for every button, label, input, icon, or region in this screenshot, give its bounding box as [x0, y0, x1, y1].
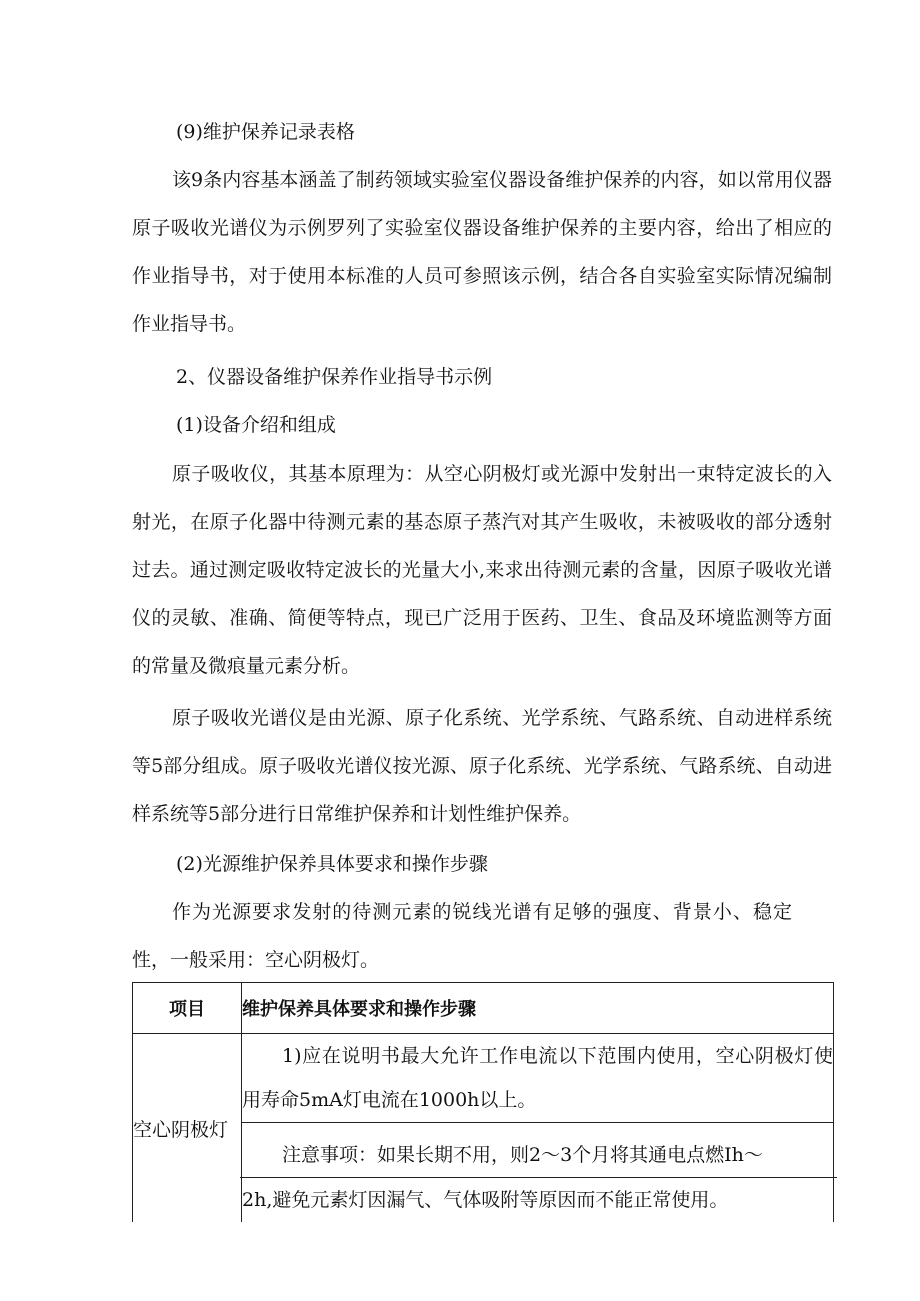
- section-9-heading: (9)维护保养记录表格: [176, 121, 355, 143]
- table-cell-notice: [242, 1123, 834, 1223]
- table-header-row: [133, 983, 834, 1034]
- maintenance-table: [132, 982, 834, 1222]
- light-source-paragraph: 作为光源要求发射的待测元素的锐线光谱有足够的强度、背景小、稳定性，一般采用：空心阴极灯。: [132, 901, 792, 971]
- table-cell-item-name: [133, 1034, 242, 1223]
- notice-line-2: 2h,避免元素灯因漏气、气体吸附等原因而不能正常使用。: [242, 1189, 729, 1211]
- table-header-item: 项目: [133, 983, 242, 1034]
- table-row: [133, 1034, 834, 1123]
- notice-line-1: 注意事项：如果长期不用，则2～3个月将其通电点燃Ih～: [282, 1144, 763, 1166]
- subsection-1-heading: (1)设备介绍和组成: [176, 414, 336, 436]
- table-header-steps: 维护保养具体要求和操作步骤: [242, 983, 834, 1034]
- section-2-heading: 2、仪器设备维护保养作业指导书示例: [176, 366, 493, 388]
- intro-paragraph: 原子吸收仪，其基本原理为：从空心阴极灯或光源中发射出一束特定波长的入射光，在原子化器中待测元素的基态原子蒸汽对其产生吸收，未被吸收的部分透射过去。通过测定吸收特定波长的光量大小,来求出待测元素的含量，因原子吸收光谱仪的灵敏、准确、简便等特点，现已广泛用于医药、卫生、食品及环境监测等方面的常量及微痕量元素分析。: [132, 463, 832, 677]
- item-name-text: 空心阴极灯: [133, 1118, 229, 1141]
- subsection-2-heading: (2)光源维护保养具体要求和操作步骤: [176, 853, 488, 875]
- step-1-text: 1)应在说明书最大允许工作电流以下范围内使用，空心阴极灯使用寿命5mA灯电流在1000h以上。: [242, 1045, 833, 1111]
- table-cell-step-1: [242, 1034, 834, 1123]
- section-9-paragraph: 该9条内容基本涵盖了制药领域实验室仪器设备维护保养的内容，如以常用仪器原子吸收光谱仪为示例罗列了实验室仪器设备维护保养的主要内容，给出了相应的作业指导书，对于使用本标准的人员可参照该示例，结合各自实验室实际情况编制作业指导书。: [132, 169, 832, 335]
- composition-paragraph: 原子吸收光谱仪是由光源、原子化系统、光学系统、气路系统、自动进样系统等5部分组成。原子吸收光谱仪按光源、原子化系统、光学系统、气路系统、自动进样系统等5部分进行日常维护保养和计划性维护保养。: [132, 707, 832, 825]
